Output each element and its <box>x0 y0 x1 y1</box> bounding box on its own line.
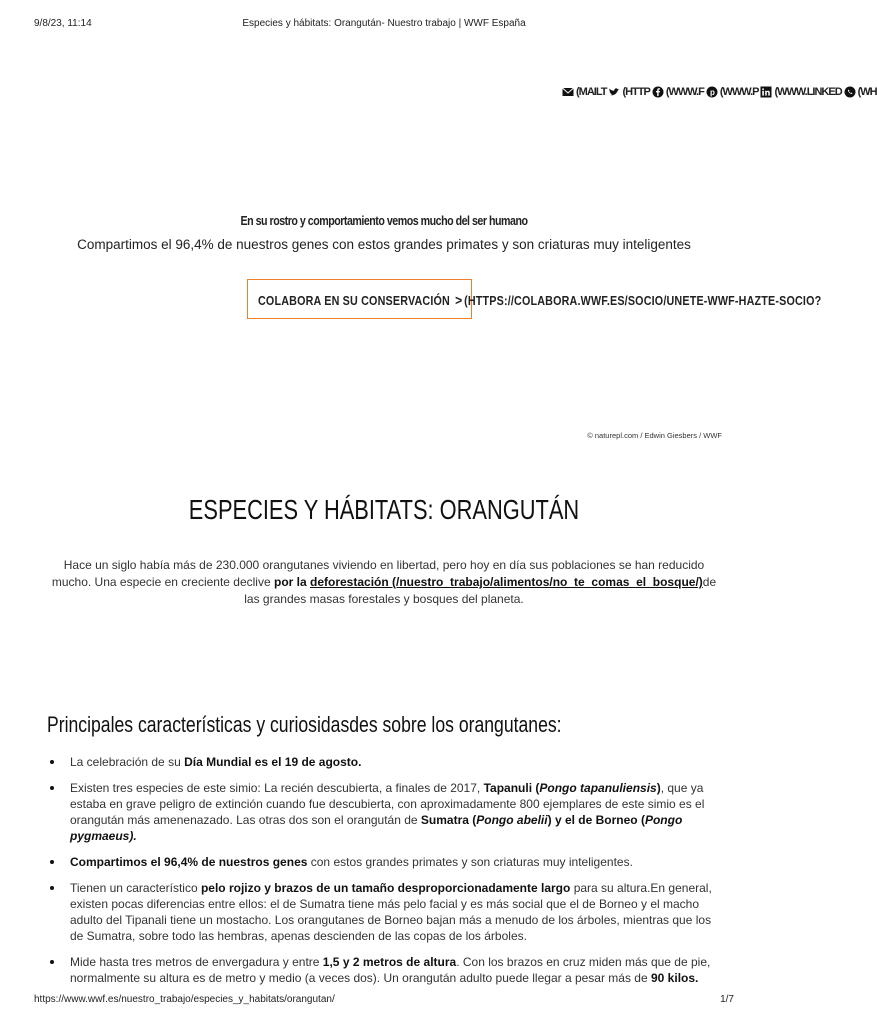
list-item-text: para su altura.En general, existen pocas diferencias entre ellos: el de Sumatra tiene más pelo facial y es más social que el de Borneo y el macho adulto del Tipanali tiene un mostacho. Los orangutanes de Borneo bajan más a menudo de los árboles, mientras que los de Sumatra, sobre todo las hembras, apenas descienden de las copas de los árboles. <box>70 881 712 943</box>
list-item-text: pelo rojizo y brazos de un tamaño desproporcionadamente largo <box>200 881 571 895</box>
list-item-text: , que ya estaba en grave peligro de extinción cuando fue descubierta, con aproximadamente 800 ejemplares de este simio es el orangután más amenenazado. Las otras dos son el orangután de <box>70 781 705 827</box>
photo-credit: © naturepl.com / Edwin Giesbers / WWF <box>587 431 722 440</box>
list-item <box>48 880 724 944</box>
page-title: ESPECIES Y HÁBITATS: ORANGUTÁN <box>188 494 580 525</box>
list-item-text: 90 kilos. <box>651 971 699 985</box>
list-item <box>48 754 724 770</box>
share-link-pinterest[interactable]: (WWW.P <box>719 86 759 98</box>
cta-label[interactable]: COLABORA EN SU CONSERVACIÓN <box>258 294 450 308</box>
intro-text-end: de las grandes masas forestales y bosques del planeta. <box>244 575 717 606</box>
intro-paragraph <box>44 557 724 608</box>
list-item-text: Pongo abelii <box>476 813 548 827</box>
deforestation-link[interactable]: deforestación (/nuestro_trabajo/alimentos/no_te_comas_el_bosque/) <box>310 575 703 589</box>
list-item <box>48 954 724 986</box>
cta-link-url[interactable]: (HTTPS://COLABORA.WWF.ES/SOCIO/UNETE-WWF-HAZTE-SOCIO? <box>464 294 822 308</box>
print-title: Especies y hábitats: Orangután- Nuestro trabajo | WWF España <box>242 18 526 29</box>
cta-button[interactable] <box>258 292 822 308</box>
list-item <box>48 780 724 844</box>
svg-text:p: p <box>709 88 714 97</box>
share-link-linkedin[interactable]: (WWW.LINKED <box>774 86 842 98</box>
list-item-text: La celebración de su <box>70 755 185 769</box>
share-link-mail[interactable]: (MAILT <box>576 86 607 98</box>
list-item-text: ) y el de Borneo ( <box>547 813 645 827</box>
list-item-text: Mide hasta tres metros de envergadura y entre <box>70 955 323 969</box>
intro-text: Hace un siglo había más de 230.000 orangutanes viviendo en libertad, pero hoy en día sus poblaciones se han reducido mucho. Una especie en creciente declive <box>51 558 705 589</box>
list-item-text: Pongo pygmaeus). <box>70 813 683 843</box>
list-item-text: Sumatra ( <box>420 813 477 827</box>
pinterest-icon[interactable] <box>706 86 718 98</box>
social-share-bar <box>562 86 877 98</box>
list-item-text: 1,5 y 2 metros de altura <box>322 955 457 969</box>
list-item-text: con estos grandes primates y son criaturas muy inteligentes. <box>307 855 633 869</box>
print-url: https://www.wwf.es/nuestro_trabajo/especies_y_habitats/orangutan/ <box>34 994 335 1005</box>
twitter-icon[interactable] <box>608 86 620 98</box>
list-item-text: Existen tres especies de este simio: La recién descubierta, a finales de 2017, <box>70 781 484 795</box>
section-title: Principales características y curiosidasdes sobre los orangutanes: <box>47 712 562 737</box>
print-date: 9/8/23, 11:14 <box>34 18 92 29</box>
share-link-twitter[interactable]: (HTTP <box>622 86 650 98</box>
list-item-text: Tienen un característico <box>70 881 201 895</box>
list-item-text: Día Mundial es el 19 de agosto. <box>184 755 362 769</box>
share-link-whatsapp[interactable]: (WH <box>857 86 877 98</box>
print-header <box>34 18 734 29</box>
hero-title: En su rostro y comportamiento vemos mucho del ser humano <box>240 213 528 228</box>
hero-subtitle: Compartimos el 96,4% de nuestros genes con estos grandes primates y son criaturas muy inteligentes <box>77 237 691 252</box>
facebook-icon[interactable] <box>652 86 664 98</box>
print-footer <box>34 994 734 1005</box>
list-item <box>48 854 724 870</box>
whatsapp-icon[interactable] <box>844 86 856 98</box>
mail-icon[interactable] <box>562 86 574 98</box>
list-item-text: Tapanuli ( <box>483 781 540 795</box>
linkedin-icon[interactable] <box>760 86 772 98</box>
share-link-facebook[interactable]: (WWW.F <box>665 86 704 98</box>
facts-list <box>48 754 724 996</box>
print-page-number: 1/7 <box>720 994 734 1005</box>
list-item-text: ) <box>656 781 661 795</box>
chevron-right-icon: > <box>455 292 463 308</box>
list-item-text: . Con los brazos en cruz miden más que de pie, normalmente su altura es de metro y medio (a veces dos). Un orangután adulto puede llegar a pesar más de <box>70 955 711 985</box>
intro-bold: por la <box>273 575 310 589</box>
list-item-text: Pongo tapanuliensis <box>539 781 657 795</box>
list-item-text: Compartimos el 96,4% de nuestros genes <box>70 855 308 869</box>
